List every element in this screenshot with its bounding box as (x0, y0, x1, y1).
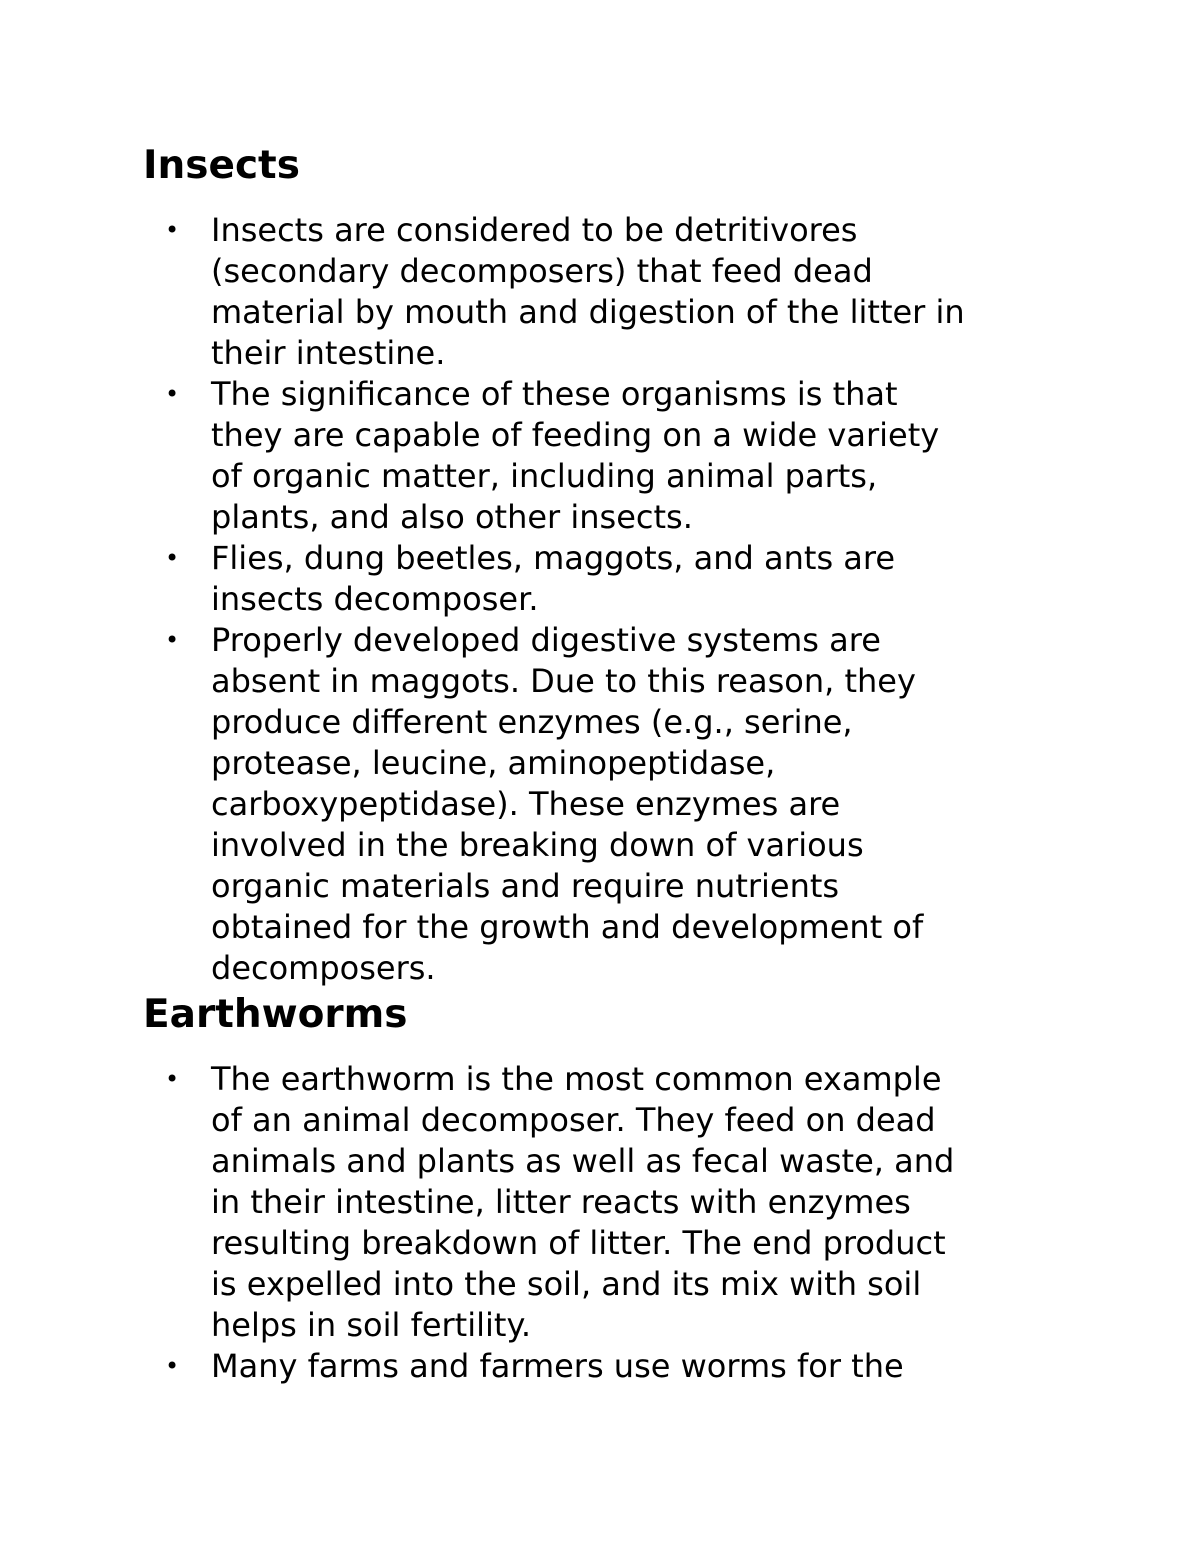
text-line: helps in soil fertility. (211, 1306, 531, 1344)
text-line: of an animal decomposer. They feed on dead (211, 1101, 936, 1139)
text-line: (secondary decomposers) that feed dead (211, 252, 873, 290)
text-line: in their intestine, litter reacts with enzymes (211, 1183, 911, 1221)
insects-bullet-list (0, 210, 1200, 989)
text-line: plants, and also other insects. (211, 498, 693, 536)
bullet-icon: • (165, 544, 180, 572)
text-line: they are capable of feeding on a wide variety (211, 416, 940, 454)
list-item (0, 620, 1061, 989)
text-line: The significance of these organisms is that (211, 375, 898, 413)
earthworms-bullet-list (0, 1059, 1200, 1387)
bullet-icon: • (165, 1352, 180, 1380)
bullet-icon: • (165, 380, 180, 408)
text-line: carboxypeptidase). These enzymes are (211, 785, 841, 823)
text-line: organic materials and require nutrients (211, 867, 840, 905)
list-item (0, 1059, 1061, 1346)
text-line: The earthworm is the most common example (211, 1060, 942, 1098)
text-line: Properly developed digestive systems are (211, 621, 881, 659)
text-line: decomposers. (211, 949, 436, 987)
text-line: absent in maggots. Due to this reason, they (211, 662, 916, 700)
text-line: involved in the breaking down of various (211, 826, 864, 864)
bullet-icon: • (165, 1065, 180, 1093)
text-line: obtained for the growth and development of (211, 908, 924, 946)
list-item (0, 210, 1061, 374)
bullet-icon: • (165, 216, 180, 244)
text-line: Many farms and farmers use worms for the (211, 1347, 904, 1385)
list-item (0, 374, 1061, 538)
list-item (0, 1346, 1061, 1387)
text-line: produce different enzymes (e.g., serine, (211, 703, 853, 741)
text-line: Flies, dung beetles, maggots, and ants are (211, 539, 896, 577)
text-line: their intestine. (211, 334, 446, 372)
text-line: of organic matter, including animal parts, (211, 457, 878, 495)
section-heading-earthworms: Earthworms (143, 992, 408, 1037)
text-line: Insects are considered to be detritivores (211, 211, 858, 249)
text-line: animals and plants as well as fecal waste, and (211, 1142, 955, 1180)
bullet-icon: • (165, 626, 180, 654)
text-line: is expelled into the soil, and its mix with soil (211, 1265, 922, 1303)
text-line: insects decomposer. (211, 580, 539, 618)
text-line: resulting breakdown of litter. The end product (211, 1224, 946, 1262)
text-line: protease, leucine, aminopeptidase, (211, 744, 776, 782)
text-line: material by mouth and digestion of the litter in (211, 293, 965, 331)
section-heading-insects: Insects (143, 143, 300, 188)
list-item (0, 538, 1061, 620)
